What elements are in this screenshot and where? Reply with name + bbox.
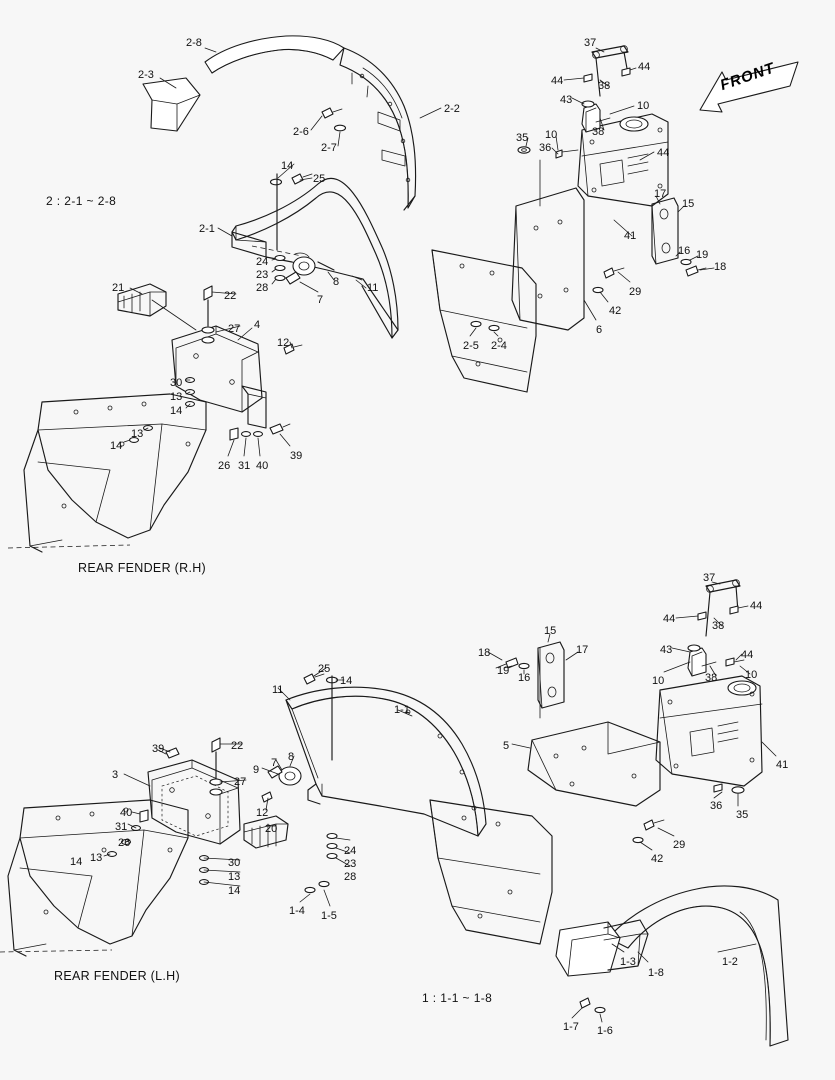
part-callout-b-31: 31 bbox=[115, 821, 128, 833]
part-callout-t-25: 25 bbox=[313, 173, 326, 185]
part-callout-t-19: 19 bbox=[696, 249, 709, 261]
part-callout-t-2-3: 2-3 bbox=[138, 69, 154, 81]
part-callout-t-37: 37 bbox=[584, 37, 597, 49]
part-callout-t-15: 15 bbox=[682, 198, 695, 210]
part-callout-b-44c: 44 bbox=[741, 649, 754, 661]
part-callout-b-30: 30 bbox=[228, 857, 241, 869]
part-callout-t-43: 43 bbox=[560, 94, 573, 106]
part-callout-t-38a: 38 bbox=[598, 80, 611, 92]
part-callout-t-2-8: 2-8 bbox=[186, 37, 202, 49]
part-callout-b-27: 27 bbox=[234, 776, 247, 788]
part-callout-t-39: 39 bbox=[290, 450, 303, 462]
part-callout-t-16: 16 bbox=[678, 245, 691, 257]
part-callout-t-8: 8 bbox=[333, 276, 340, 288]
part-callout-t-38b: 38 bbox=[592, 126, 605, 138]
part-callout-b-36: 36 bbox=[710, 800, 723, 812]
part-callout-b-24: 24 bbox=[344, 845, 357, 857]
part-callout-t-35: 35 bbox=[516, 132, 529, 144]
part-callout-b-1-4: 1-4 bbox=[289, 905, 305, 917]
part-callout-b-1-1: 1-1 bbox=[394, 704, 410, 716]
part-callout-b-38: 38 bbox=[712, 620, 725, 632]
part-callout-t-10b: 10 bbox=[545, 129, 558, 141]
part-callout-t-6: 6 bbox=[596, 324, 603, 336]
part-callout-b-37: 37 bbox=[703, 572, 716, 584]
part-callout-t-24: 24 bbox=[256, 256, 269, 268]
part-callout-b-41: 41 bbox=[776, 759, 789, 771]
part-callout-b-14b: 14 bbox=[70, 856, 83, 868]
part-callout-t-29: 29 bbox=[629, 286, 642, 298]
part-callout-t-7: 7 bbox=[317, 294, 324, 306]
part-callout-t-44a: 44 bbox=[551, 75, 564, 87]
part-callout-t-40: 40 bbox=[256, 460, 269, 472]
part-callout-b-12: 12 bbox=[256, 807, 269, 819]
part-callout-b-10a: 10 bbox=[652, 675, 665, 687]
part-callout-t-2-4: 2-4 bbox=[491, 340, 507, 352]
part-callout-b-44a: 44 bbox=[663, 613, 676, 625]
section-label-lh: 1 : 1-1 ~ 1-8 bbox=[422, 991, 493, 1005]
part-callout-b-42: 42 bbox=[651, 853, 664, 865]
part-callout-t-14b: 14 bbox=[170, 405, 183, 417]
part-callout-b-13b: 13 bbox=[228, 871, 241, 883]
part-callout-b-1-3: 1-3 bbox=[620, 956, 636, 968]
part-callout-b-1-7: 1-7 bbox=[563, 1021, 579, 1033]
part-callout-b-14c: 14 bbox=[228, 885, 241, 897]
front-direction-label: FRONT bbox=[718, 59, 778, 95]
part-callout-b-44b: 44 bbox=[750, 600, 763, 612]
part-callout-t-2-6: 2-6 bbox=[293, 126, 309, 138]
part-callout-t-10a: 10 bbox=[637, 100, 650, 112]
section-label-rh: 2 : 2-1 ~ 2-8 bbox=[46, 194, 117, 208]
part-callout-t-12: 12 bbox=[277, 337, 290, 349]
part-callout-b-8: 8 bbox=[288, 751, 295, 763]
part-callout-t-2-5: 2-5 bbox=[463, 340, 479, 352]
part-callout-t-21: 21 bbox=[112, 282, 125, 294]
part-callout-b-17: 17 bbox=[576, 644, 589, 656]
part-callout-t-2-2: 2-2 bbox=[444, 103, 460, 115]
part-callout-b-35: 35 bbox=[736, 809, 749, 821]
part-callout-t-44c: 44 bbox=[657, 147, 670, 159]
part-callout-b-43: 43 bbox=[660, 644, 673, 656]
part-callout-b-10b: 10 bbox=[745, 669, 758, 681]
part-callout-b-15: 15 bbox=[544, 625, 557, 637]
part-callout-b-1-8: 1-8 bbox=[648, 967, 664, 979]
part-callout-t-31: 31 bbox=[238, 460, 251, 472]
part-callout-t-11: 11 bbox=[367, 282, 379, 294]
part-callout-b-20: 20 bbox=[265, 823, 278, 835]
part-callout-b-29: 29 bbox=[673, 839, 686, 851]
part-callout-t-36: 36 bbox=[539, 142, 552, 154]
part-callout-t-2-1: 2-1 bbox=[199, 223, 215, 235]
part-callout-b-38b: 38 bbox=[705, 672, 718, 684]
part-callout-b-11: 11 bbox=[272, 684, 284, 696]
part-callout-t-41: 41 bbox=[624, 230, 637, 242]
part-callout-t-17: 17 bbox=[654, 188, 667, 200]
part-callout-b-39: 39 bbox=[152, 743, 165, 755]
part-callout-b-7: 7 bbox=[271, 757, 278, 769]
part-callout-t-18: 18 bbox=[714, 261, 727, 273]
part-callout-b-13a: 13 bbox=[90, 852, 103, 864]
part-callout-b-23: 23 bbox=[344, 858, 357, 870]
part-callout-b-25: 25 bbox=[318, 663, 331, 675]
part-callout-b-18: 18 bbox=[478, 647, 491, 659]
diagram-title-lh: REAR FENDER (L.H) bbox=[54, 969, 180, 983]
part-callout-b-14a: 14 bbox=[340, 675, 353, 687]
part-callout-b-5: 5 bbox=[503, 740, 510, 752]
part-callout-b-1-2: 1-2 bbox=[722, 956, 738, 968]
diagram-title-rh: REAR FENDER (R.H) bbox=[78, 561, 207, 575]
part-callout-t-14a: 14 bbox=[281, 160, 294, 172]
part-callout-t-26: 26 bbox=[218, 460, 231, 472]
part-callout-t-22: 22 bbox=[224, 290, 237, 302]
part-callout-t-28: 28 bbox=[256, 282, 269, 294]
part-callout-b-26: 26 bbox=[118, 837, 131, 849]
part-callout-b-1-6: 1-6 bbox=[597, 1025, 613, 1037]
part-callout-b-9: 9 bbox=[253, 764, 260, 776]
part-callout-t-42: 42 bbox=[609, 305, 622, 317]
part-callout-t-44b: 44 bbox=[638, 61, 651, 73]
part-callout-b-1-5: 1-5 bbox=[321, 910, 337, 922]
part-callout-t-23: 23 bbox=[256, 269, 269, 281]
part-callout-b-3: 3 bbox=[112, 769, 119, 781]
part-callout-b-28: 28 bbox=[344, 871, 357, 883]
part-callout-t-14c: 14 bbox=[110, 440, 123, 452]
part-callout-t-4: 4 bbox=[254, 319, 261, 331]
part-callout-b-40: 40 bbox=[120, 807, 133, 819]
part-callout-t-13b: 13 bbox=[131, 428, 144, 440]
part-callout-b-22: 22 bbox=[231, 740, 244, 752]
part-callout-b-19: 19 bbox=[497, 665, 510, 677]
part-callout-t-27: 27 bbox=[228, 323, 241, 335]
part-callout-b-16: 16 bbox=[518, 672, 531, 684]
part-callout-t-30: 30 bbox=[170, 377, 183, 389]
part-callout-t-13a: 13 bbox=[170, 391, 183, 403]
part-callout-t-2-7: 2-7 bbox=[321, 142, 337, 154]
